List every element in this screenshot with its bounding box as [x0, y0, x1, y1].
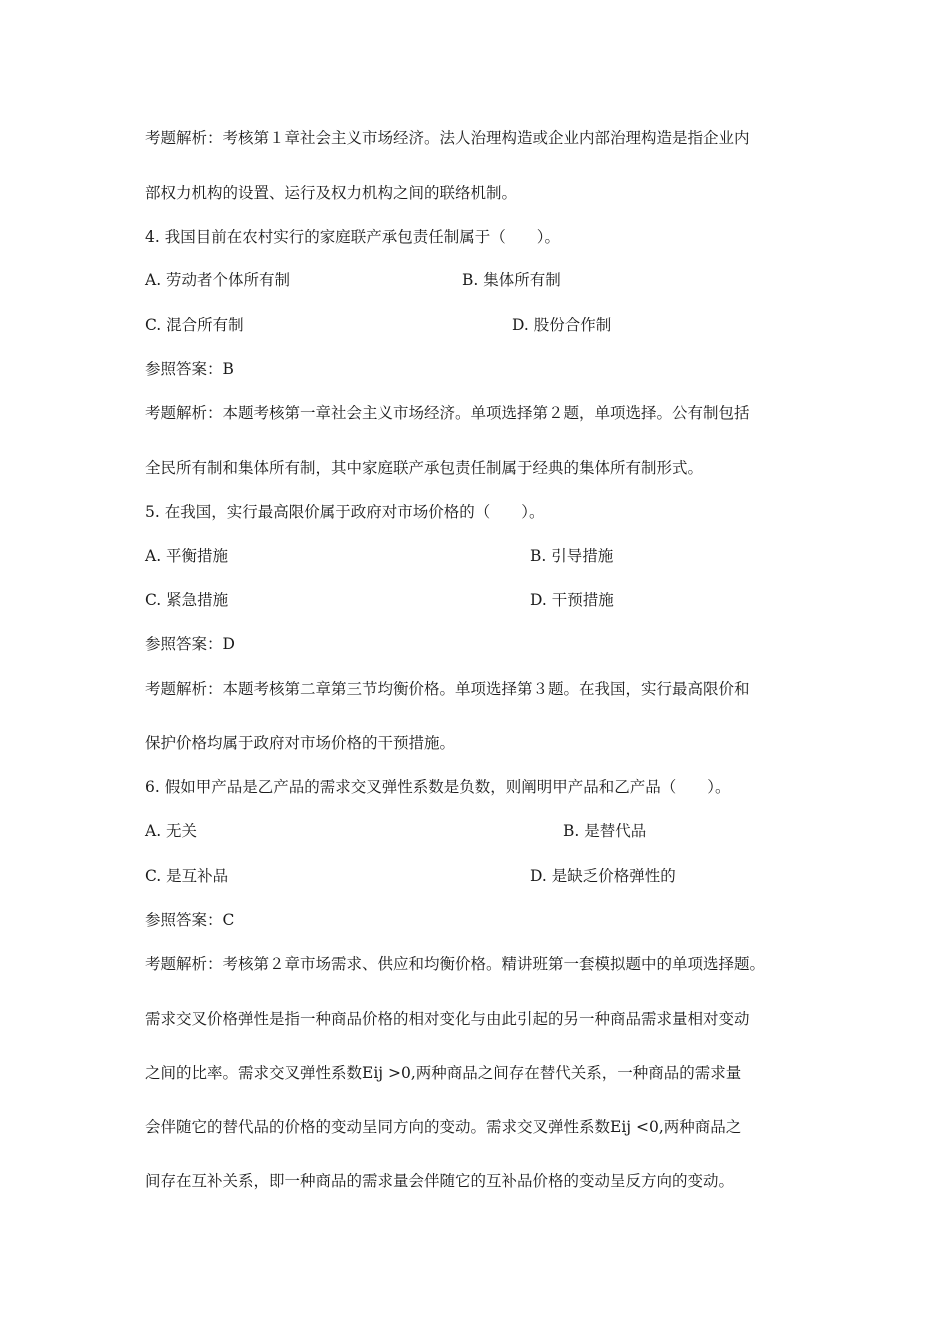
q5-analysis-line-1: 考题解析：本题考核第二章第三节均衡价格。单项选择第３题。在我国，实行最高限价和 [145, 680, 750, 698]
q5-option-b: B. 引导措施 [530, 547, 614, 565]
q5-option-d: D. 干预措施 [530, 591, 614, 609]
q5-option-c: C. 紧急措施 [145, 591, 229, 609]
q6-analysis-line-2: 需求交叉价格弹性是指一种商品价格的相对变化与由此引起的另一种商品需求量相对变动 [145, 1010, 750, 1028]
q6-option-a: A. 无关 [145, 822, 198, 840]
q4-option-b: B. 集体所有制 [462, 271, 561, 289]
q6-analysis-line-1: 考题解析：考核第２章市场需求、供应和均衡价格。精讲班第一套模拟题中的单项选择题。 [145, 955, 766, 973]
q6-analysis-line-3: 之间的比率。需求交叉弹性系数Eij >0,两种商品之间存在替代关系，一种商品的需求量 [145, 1064, 742, 1082]
q4-option-d: D. 股份合作制 [512, 316, 612, 334]
intro-analysis-line-1: 考题解析：考核第１章社会主义市场经济。法人治理构造或企业内部治理构造是指企业内 [145, 129, 750, 147]
q6-option-b: B. 是替代品 [563, 822, 647, 840]
q6-question: 6. 假如甲产品是乙产品的需求交叉弹性系数是负数，则阐明甲产品和乙产品（ ）。 [145, 778, 731, 796]
q5-answer: 参照答案：D [145, 635, 235, 653]
q5-question: 5. 在我国，实行最高限价属于政府对市场价格的（ ）。 [145, 503, 545, 521]
q4-option-a: A. 劳动者个体所有制 [145, 271, 291, 289]
q4-analysis-line-2: 全民所有制和集体所有制，其中家庭联产承包责任制属于经典的集体所有制形式。 [145, 459, 704, 477]
q6-analysis-line-4: 会伴随它的替代品的价格的变动呈同方向的变动。需求交叉弹性系数Eij <0,两种商品之 [145, 1118, 742, 1136]
q4-option-c: C. 混合所有制 [145, 316, 244, 334]
q4-question: 4. 我国目前在农村实行的家庭联产承包责任制属于（ ）。 [145, 228, 560, 246]
q6-analysis-line-5: 间存在互补关系，即一种商品的需求量会伴随它的互补品价格的变动呈反方向的变动。 [145, 1172, 735, 1190]
q4-analysis-line-1: 考题解析：本题考核第一章社会主义市场经济。单项选择第２题，单项选择。公有制包括 [145, 404, 750, 422]
q5-analysis-line-2: 保护价格均属于政府对市场价格的干预措施。 [145, 734, 456, 752]
intro-analysis-line-2: 部权力机构的设置、运行及权力机构之间的联络机制。 [145, 184, 518, 202]
q5-option-a: A. 平衡措施 [145, 547, 229, 565]
q6-option-d: D. 是缺乏价格弹性的 [530, 867, 676, 885]
q4-answer: 参照答案：B [145, 360, 234, 378]
q6-answer: 参照答案：C [145, 911, 235, 929]
q6-option-c: C. 是互补品 [145, 867, 229, 885]
